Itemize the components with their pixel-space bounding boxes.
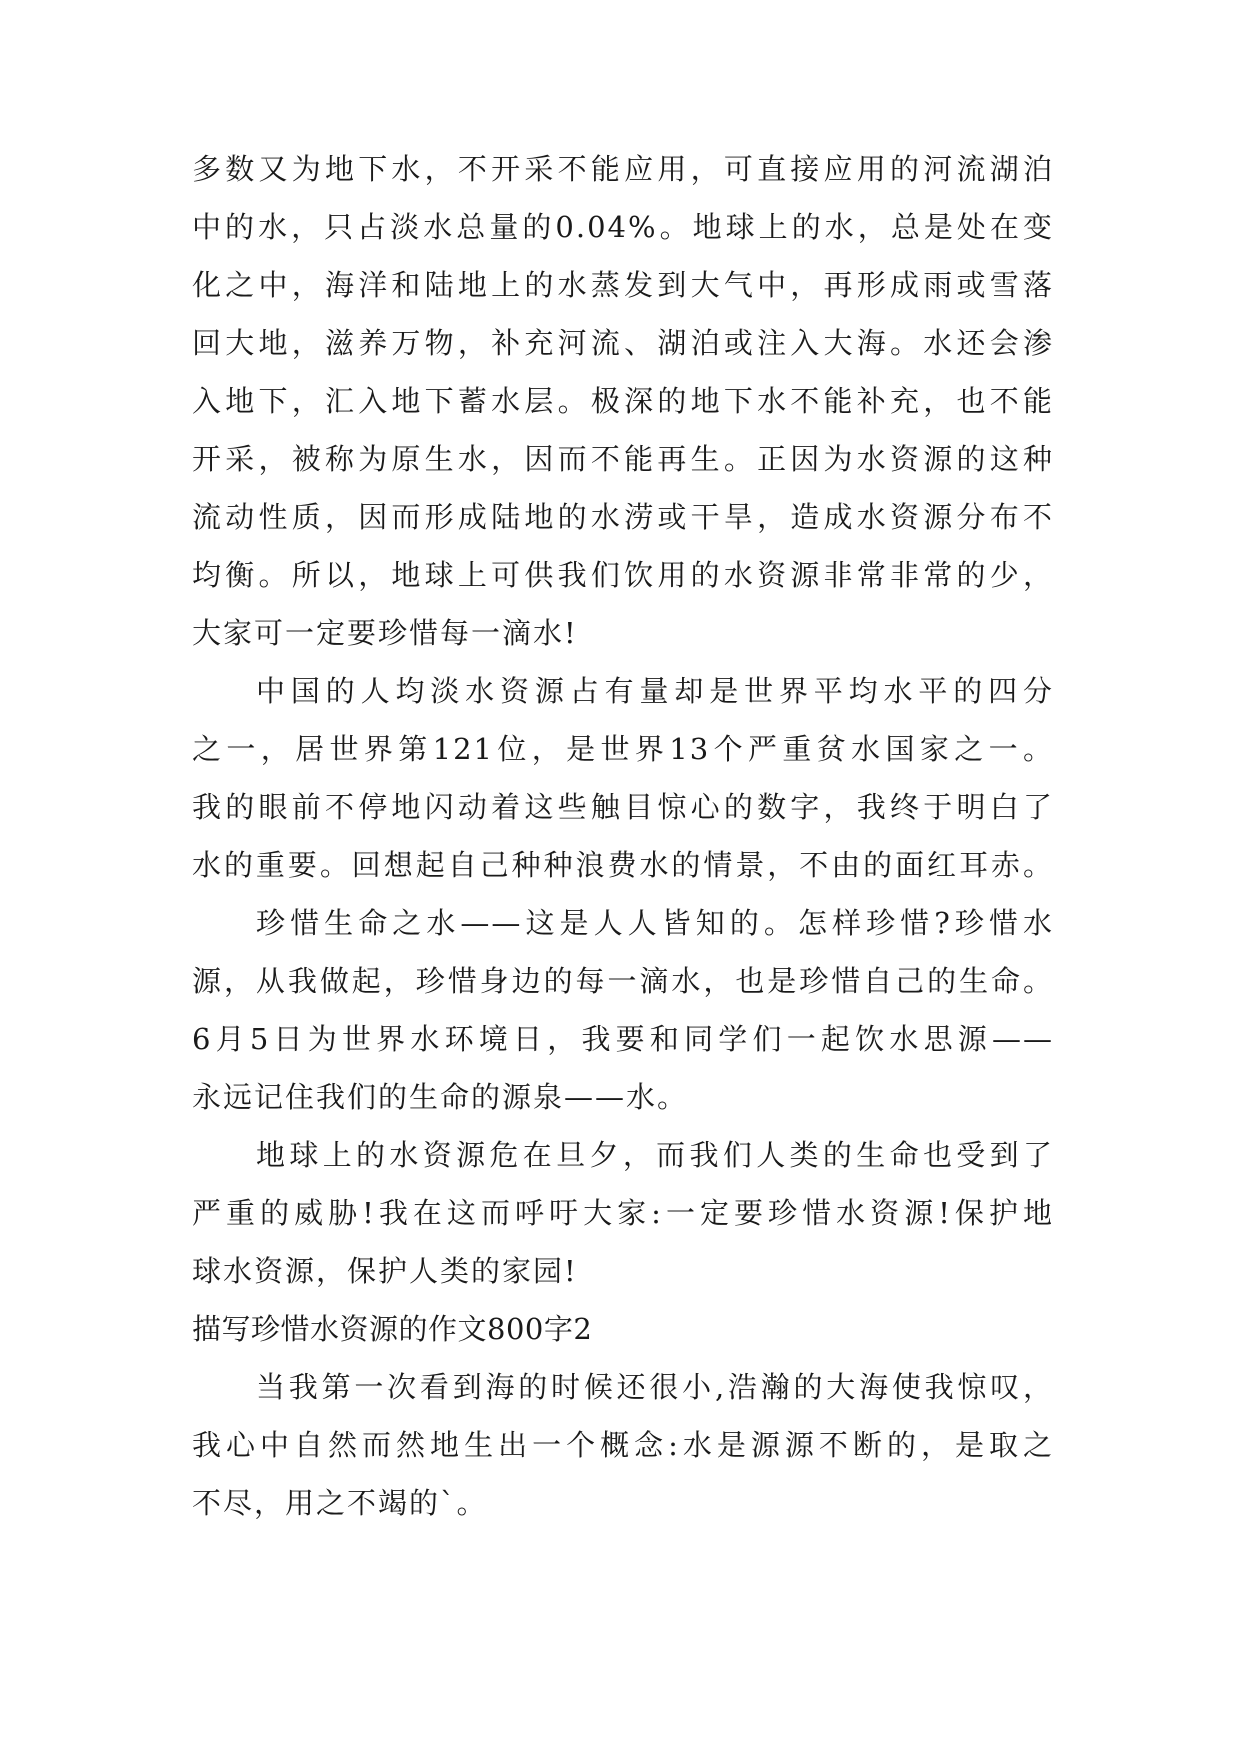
text-line: 当我第一次看到海的时候还很小,浩瀚的大海使我惊叹，	[256, 1370, 1054, 1404]
text-line: 回大地，滋养万物，补充河流、湖泊或注入大海。水还会渗	[192, 326, 1054, 360]
text-line: 6月5日为世界水环境日，我要和同学们一起饮水思源——	[192, 1022, 1054, 1056]
section-heading-text: 描写珍惜水资源的作文800字2	[192, 1312, 593, 1346]
paragraph-1	[192, 140, 1054, 662]
text-line: 中国的人均淡水资源占有量却是世界平均水平的四分	[256, 674, 1054, 708]
text-line: 入地下，汇入地下蓄水层。极深的地下水不能补充，也不能	[192, 384, 1054, 418]
text-line: 化之中，海洋和陆地上的水蒸发到大气中，再形成雨或雪落	[192, 268, 1054, 302]
text-line: 我的眼前不停地闪动着这些触目惊心的数字，我终于明白了	[192, 790, 1054, 824]
paragraph-5	[192, 1358, 1054, 1532]
paragraph-2	[192, 662, 1054, 894]
text-line: 不尽，用之不竭的`。	[192, 1486, 488, 1520]
text-line: 流动性质，因而形成陆地的水涝或干旱，造成水资源分布不	[192, 500, 1054, 534]
text-line: 之一，居世界第121位，是世界13个严重贫水国家之一。	[192, 732, 1054, 766]
text-line: 源，从我做起，珍惜身边的每一滴水，也是珍惜自己的生命。	[192, 964, 1054, 998]
text-line: 珍惜生命之水——这是人人皆知的。怎样珍惜?珍惜水	[256, 906, 1054, 940]
paragraph-4	[192, 1126, 1054, 1300]
section-heading	[192, 1300, 1054, 1358]
text-line: 球水资源，保护人类的家园!	[192, 1254, 578, 1288]
text-line: 我心中自然而然地生出一个概念:水是源源不断的，是取之	[192, 1428, 1054, 1462]
text-line: 开采，被称为原生水，因而不能再生。正因为水资源的这种	[192, 442, 1054, 476]
text-line: 均衡。所以，地球上可供我们饮用的水资源非常非常的少，	[192, 558, 1054, 592]
text-line: 地球上的水资源危在旦夕，而我们人类的生命也受到了	[256, 1138, 1054, 1172]
text-line: 大家可一定要珍惜每一滴水!	[192, 616, 578, 650]
text-line: 永远记住我们的生命的源泉——水。	[192, 1080, 689, 1114]
text-line: 水的重要。回想起自己种种浪费水的情景，不由的面红耳赤。	[192, 848, 1054, 882]
text-line: 多数又为地下水，不开采不能应用，可直接应用的河流湖泊	[192, 152, 1054, 186]
text-line: 中的水，只占淡水总量的0.04%。地球上的水，总是处在变	[192, 210, 1054, 244]
text-line: 严重的威胁!我在这而呼吁大家:一定要珍惜水资源!保护地	[192, 1196, 1054, 1230]
document-body	[192, 140, 1054, 1532]
paragraph-3	[192, 894, 1054, 1126]
